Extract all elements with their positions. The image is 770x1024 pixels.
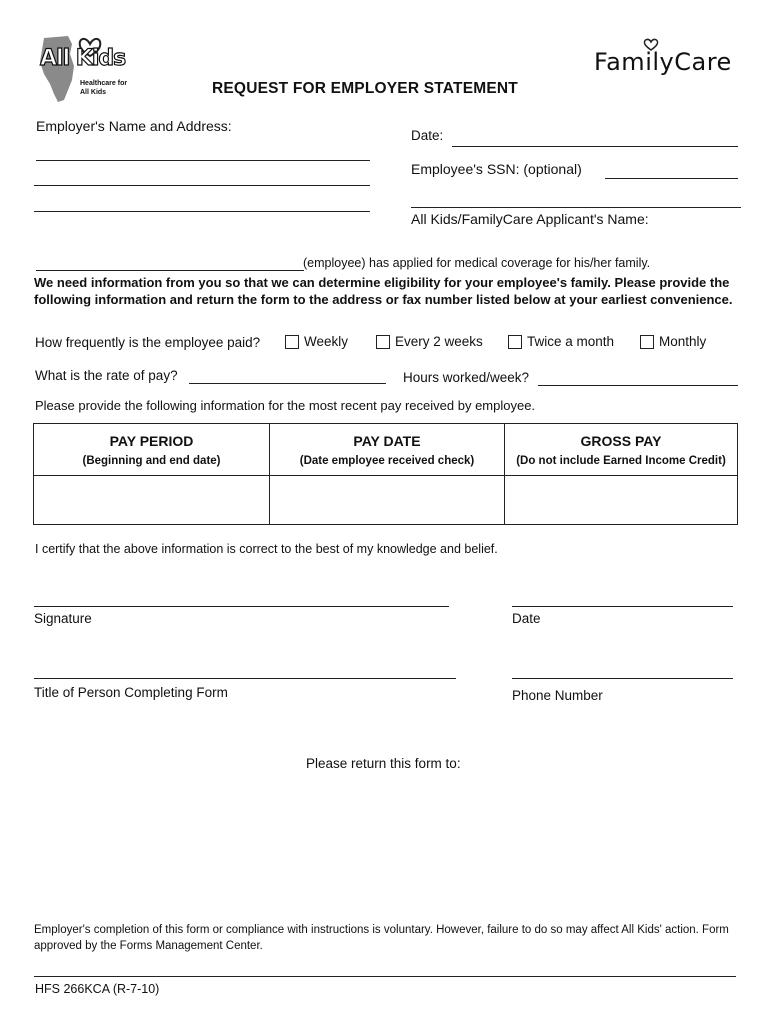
form-id: HFS 266KCA (R-7-10) — [35, 982, 160, 996]
applicant-name-label: All Kids/FamilyCare Applicant's Name: — [411, 211, 649, 227]
gross-pay-title: GROSS PAY — [580, 433, 662, 449]
twice-a-month-option-label: Twice a month — [527, 334, 615, 349]
signature-label: Signature — [34, 611, 92, 626]
rate-of-pay-label: What is the rate of pay? — [35, 368, 178, 383]
voluntary-notice: Employer's completion of this form or compliance with instructions is voluntary. However, failure to do so may affect All Kids' action. Form approved by the Forms Management Center. — [34, 924, 729, 952]
signature-field[interactable] — [34, 606, 449, 607]
rate-of-pay-field[interactable] — [189, 383, 386, 384]
gross-pay-subtitle: (Do not include Earned Income Credit) — [516, 455, 726, 467]
all-kids-wordmark: All Kids — [40, 46, 126, 71]
twice-a-month-checkbox[interactable] — [508, 335, 522, 349]
certification-statement: I certify that the above information is correct to the best of my knowledge and belief. — [35, 542, 498, 556]
gross-pay-header — [505, 424, 738, 476]
every-2-weeks-option-label: Every 2 weeks — [395, 334, 483, 349]
pay-info-table — [33, 423, 738, 525]
pay-date-cell[interactable] — [270, 476, 505, 525]
form-title: REQUEST FOR EMPLOYER STATEMENT — [212, 80, 518, 97]
pay-table-header-row — [34, 424, 738, 476]
weekly-checkbox[interactable] — [285, 335, 299, 349]
employer-address-line-1[interactable] — [36, 160, 370, 161]
pay-date-header — [270, 424, 505, 476]
familycare-logo — [592, 36, 742, 80]
ssn-label: Employee's SSN: (optional) — [411, 161, 582, 177]
applicant-name-field[interactable] — [411, 207, 741, 208]
pay-frequency-question: How frequently is the employee paid? — [35, 335, 261, 350]
familycare-wordmark: FamilyCare — [594, 48, 732, 76]
pay-period-header — [34, 424, 270, 476]
pay-table-row — [34, 476, 738, 525]
instructions-text: We need information from you so that we can determine eligibility for your employee's family. Please provide the following information and return the form to the address or fax number listed below at your earliest convenience. — [34, 275, 733, 307]
employer-address-line-2[interactable] — [34, 185, 370, 186]
employee-name-field[interactable] — [36, 270, 304, 271]
all-kids-tagline-1: Healthcare for — [80, 80, 128, 87]
date-label: Date: — [411, 128, 444, 143]
monthly-checkbox[interactable] — [640, 335, 654, 349]
phone-number-field[interactable] — [512, 678, 733, 679]
title-label: Title of Person Completing Form — [34, 685, 228, 700]
date-field[interactable] — [452, 146, 738, 147]
gross-pay-cell[interactable] — [505, 476, 738, 525]
employer-address-line-3[interactable] — [34, 211, 370, 212]
return-form-label: Please return this form to: — [306, 756, 461, 771]
employee-applied-text: (employee) has applied for medical coverage for his/her family. — [303, 256, 651, 270]
pay-period-cell[interactable] — [34, 476, 270, 525]
weekly-option-label: Weekly — [304, 334, 349, 349]
ssn-field[interactable] — [605, 178, 738, 179]
all-kids-logo — [34, 32, 134, 104]
hours-worked-field[interactable] — [538, 385, 738, 386]
title-field[interactable] — [34, 678, 456, 679]
all-kids-tagline-2: All Kids — [80, 89, 107, 96]
pay-date-subtitle: (Date employee received check) — [299, 455, 475, 467]
phone-number-label: Phone Number — [512, 688, 603, 703]
signature-date-field[interactable] — [512, 606, 733, 607]
pay-period-subtitle: (Beginning and end date) — [82, 455, 221, 467]
footer-divider — [34, 976, 736, 977]
every-2-weeks-checkbox[interactable] — [376, 335, 390, 349]
employer-name-address-label: Employer's Name and Address: — [36, 118, 232, 134]
signature-date-label: Date — [512, 611, 541, 626]
pay-date-title: PAY DATE — [353, 433, 421, 449]
hours-worked-label: Hours worked/week? — [403, 370, 530, 385]
recent-pay-instruction: Please provide the following information for the most recent pay received by employee. — [35, 398, 536, 413]
pay-period-title: PAY PERIOD — [109, 433, 194, 449]
monthly-option-label: Monthly — [659, 334, 707, 349]
